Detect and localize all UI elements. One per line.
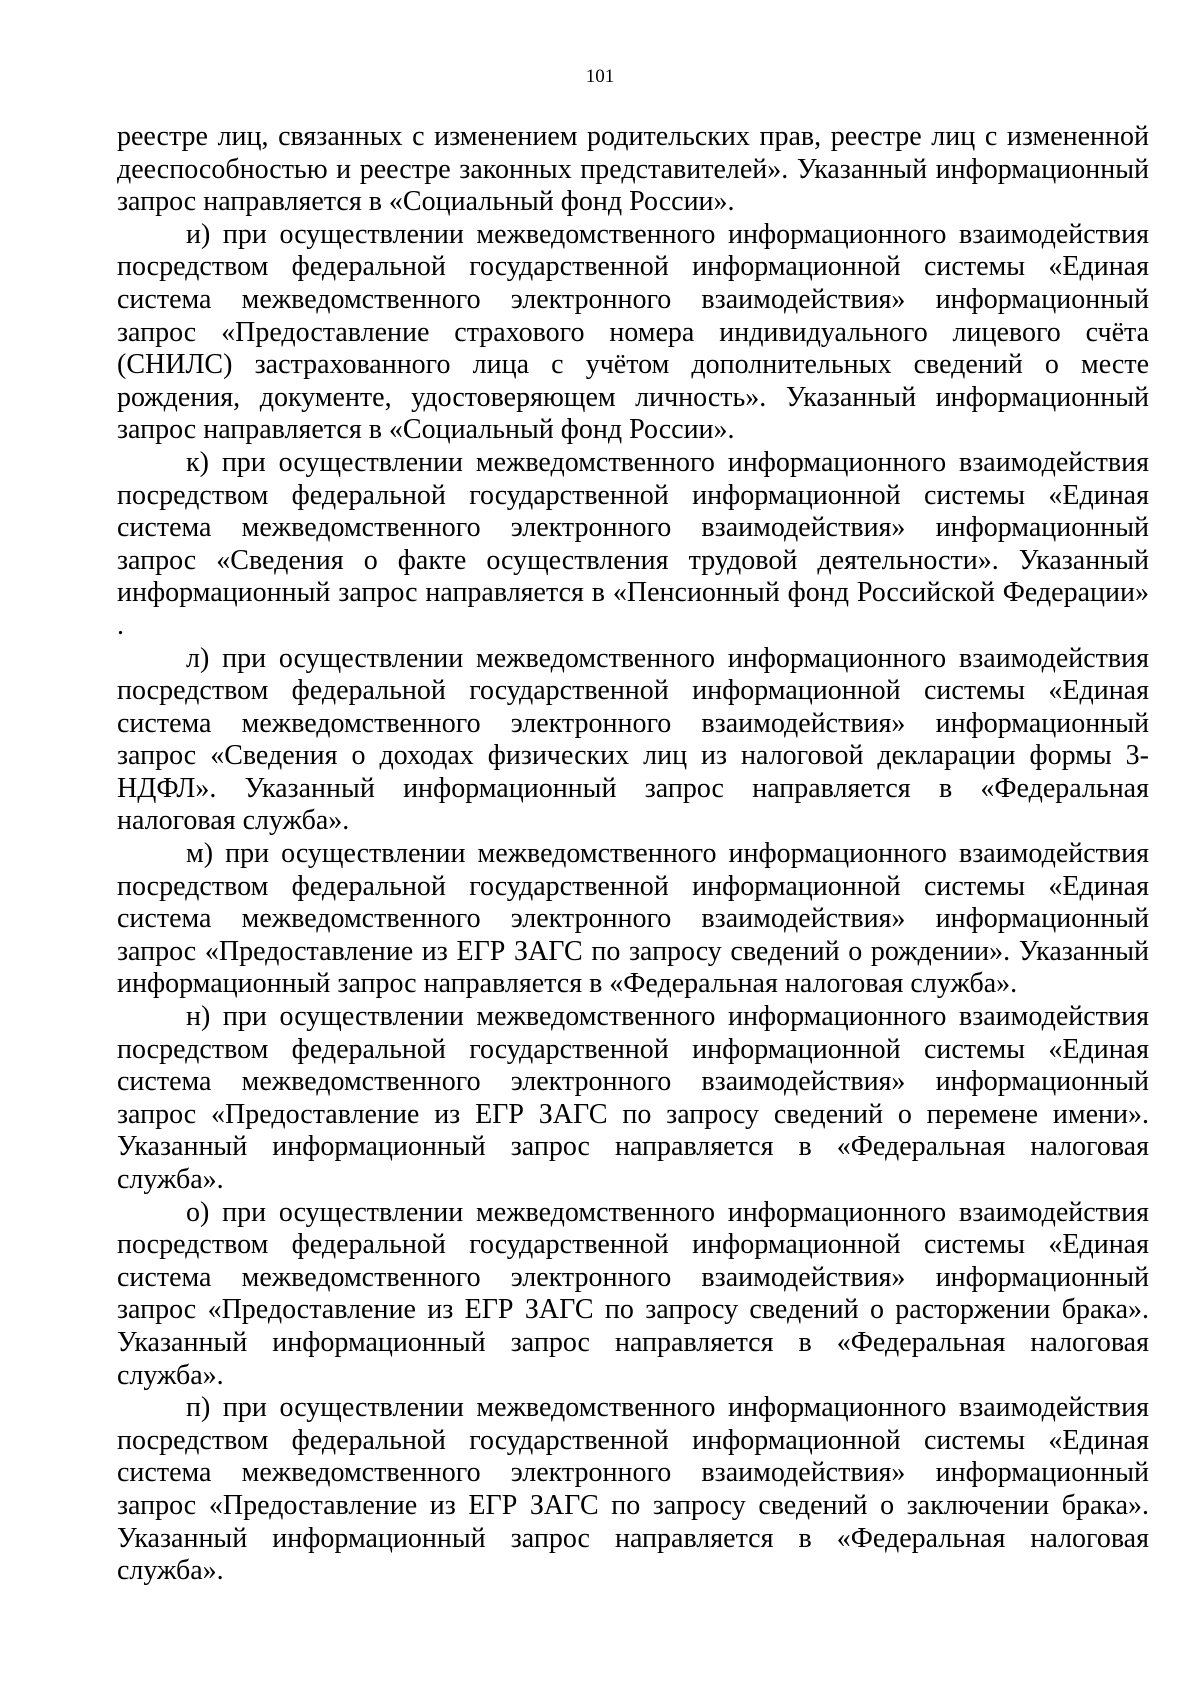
text-line: посредством федеральной государственной информационной системы «Единая xyxy=(117,479,1149,511)
paragraph-first-line: н) при осуществлении межведомственного информационного взаимодействия xyxy=(186,1001,1149,1033)
paragraph-first-line: к) при осуществлении межведомственного информационного взаимодействия xyxy=(186,446,1149,478)
paragraph-first-line: п) при осуществлении межведомственного информационного взаимодействия xyxy=(186,1392,1149,1424)
text-line: запрос направляется в «Социальный фонд России». xyxy=(117,186,735,218)
text-line: запрос «Предоставление из ЕГР ЗАГС по запросу сведений о рождении». Указанный xyxy=(117,935,1149,967)
text-line: запрос «Сведения о факте осуществления трудовой деятельности». Указанный xyxy=(117,544,1149,576)
text-line: служба». xyxy=(117,1164,224,1195)
text-line: система межведомственного электронного взаимодействия» информационный xyxy=(117,1261,1149,1293)
paragraph-first-line: и) при осуществлении межведомственного информационного взаимодействия xyxy=(186,218,1149,250)
text-line: посредством федеральной государственной информационной системы «Единая xyxy=(117,1229,1149,1261)
text-line: реестре лиц, связанных с изменением родительских прав, реестре лиц с измененной xyxy=(117,121,1149,152)
text-line: посредством федеральной государственной информационной системы «Единая xyxy=(117,1033,1149,1065)
text-line: служба». xyxy=(117,1555,224,1587)
text-line: запрос направляется в «Социальный фонд России». xyxy=(117,414,735,446)
text-line: служба». xyxy=(117,1359,224,1391)
text-line: запрос «Предоставление из ЕГР ЗАГС по запросу сведений о заключении брака». xyxy=(117,1489,1149,1521)
text-line: Указанный информационный запрос направляется в «Федеральная налоговая xyxy=(117,1522,1149,1554)
text-line: НДФЛ». Указанный информационный запрос направляется в «Федеральная xyxy=(117,772,1149,804)
text-line: запрос «Предоставление из ЕГР ЗАГС по запросу сведений о перемене имени». xyxy=(117,1098,1149,1130)
text-line: посредством федеральной государственной информационной системы «Единая xyxy=(117,870,1149,902)
text-line: Указанный информационный запрос направляется в «Федеральная налоговая xyxy=(117,1326,1149,1358)
text-line: система межведомственного электронного взаимодействия» информационный xyxy=(117,283,1149,315)
text-line: Указанный информационный запрос направляется в «Федеральная налоговая xyxy=(117,1131,1149,1163)
paragraph-first-line: л) при осуществлении межведомственного информационного взаимодействия xyxy=(186,642,1149,674)
paragraph-first-line: м) при осуществлении межведомственного информационного взаимодействия xyxy=(186,838,1149,870)
document-body xyxy=(117,121,1149,1588)
page-number: 101 xyxy=(585,66,615,87)
text-line: система межведомственного электронного взаимодействия» информационный xyxy=(117,1457,1149,1489)
text-line: система межведомственного электронного взаимодействия» информационный xyxy=(117,903,1149,935)
text-line: (СНИЛС) застрахованного лица с учётом дополнительных сведений о месте xyxy=(117,349,1149,381)
text-line: посредством федеральной государственной информационной системы «Единая xyxy=(117,1424,1149,1456)
text-line: запрос «Предоставление страхового номера индивидуального лицевого счёта xyxy=(117,316,1149,348)
text-line: система межведомственного электронного взаимодействия» информационный xyxy=(117,707,1149,739)
text-line: система межведомственного электронного взаимодействия» информационный xyxy=(117,1066,1149,1098)
paragraph-first-line: о) при осуществлении межведомственного информационного взаимодействия xyxy=(186,1196,1149,1228)
text-line: информационный запрос направляется в «Федеральная налоговая служба». xyxy=(117,968,1018,1000)
text-line: информационный запрос направляется в «Пенсионный фонд Российской Федерации» xyxy=(117,577,1149,609)
text-line: налоговая служба». xyxy=(117,805,350,837)
text-line: посредством федеральной государственной информационной системы «Единая xyxy=(117,251,1149,283)
text-line: . xyxy=(117,609,124,641)
text-line: система межведомственного электронного взаимодействия» информационный xyxy=(117,512,1149,544)
text-line: рождения, документе, удостоверяющем личность». Указанный информационный xyxy=(117,381,1149,413)
text-line: посредством федеральной государственной информационной системы «Единая xyxy=(117,675,1149,707)
text-line: запрос «Предоставление из ЕГР ЗАГС по запросу сведений о расторжении брака». xyxy=(117,1294,1149,1326)
text-line: запрос «Сведения о доходах физических лиц из налоговой декларации формы 3- xyxy=(117,740,1149,772)
text-line: дееспособностью и реестре законных представителей». Указанный информационный xyxy=(117,153,1149,185)
